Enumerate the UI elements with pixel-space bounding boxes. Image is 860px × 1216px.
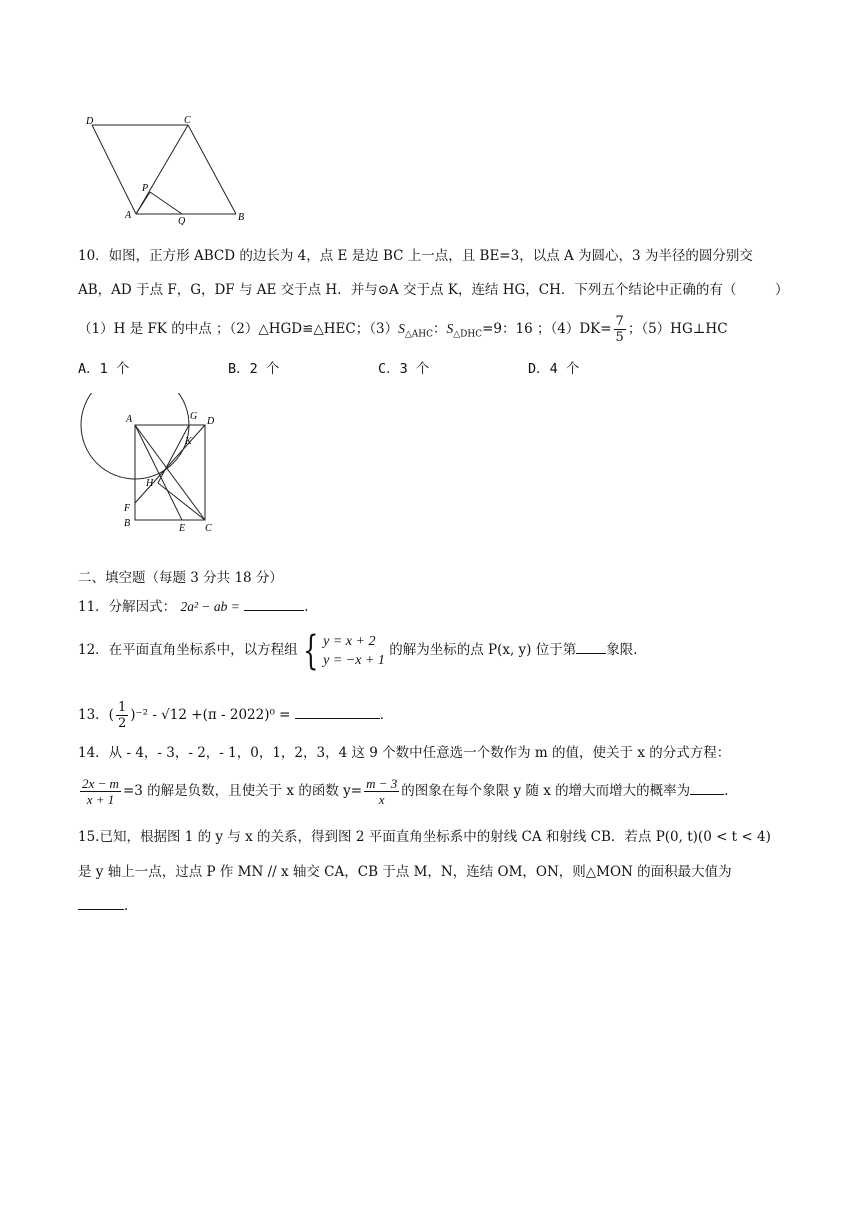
system-brace-icon: { (302, 627, 319, 674)
q15-line1: 15.已知，根据图 1 的 y 与 x 的关系，得到图 2 平面直角坐标系中的射线 CA 和射线 CB．若点 P(0, t)(0 < t < 4) (78, 829, 771, 845)
q14-frac2 (364, 776, 399, 807)
figure-square-circle (78, 393, 228, 538)
q15-line3 (78, 896, 128, 916)
q10-line2-text: AB，AD 于点 F，G，DF 与 AE 交于点 H．并与⊙A 交于点 K，连结 HG，CH．下列五个结论中正确的有（ (78, 282, 737, 298)
q14-middle1: =3 的解是负数，且使关于 x 的函数 y= (122, 783, 363, 799)
q11-suffix: ． (304, 599, 318, 615)
q10-line2 (78, 280, 789, 300)
q15-suffix: . (124, 898, 129, 914)
q14-frac2-num: m − 3 (366, 776, 398, 791)
label-K: K (185, 436, 192, 447)
q10-option-d: D．4 个 (528, 361, 580, 377)
q12-eq1: y = x + 2 (323, 633, 376, 649)
label-G: G (190, 411, 198, 422)
q12-blank (576, 641, 606, 654)
q12-eq2: y = −x + 1 (323, 652, 385, 668)
q10-line1: 10．如图，正方形 ABCD 的边长为 4，点 E 是边 BC 上一点，且 BE=3，以点 A 为圆心，3 为半径的圆分别交 (78, 248, 753, 264)
q13-frac-den: 2 (117, 716, 127, 731)
q11-prefix: 11．分解因式： (78, 599, 177, 615)
label-Q: Q (178, 216, 186, 225)
q10-option-b: B．2 个 (228, 361, 280, 377)
q10-s-abh-sub: △AHC (404, 329, 433, 340)
q10-s-dhc: S (446, 321, 454, 336)
q10-frac-den: 5 (615, 330, 624, 345)
label-H: H (146, 478, 154, 489)
label-D2: D (207, 416, 215, 427)
q10-paren-close: ） (775, 282, 789, 298)
q12-suffix: 象限. (606, 642, 638, 658)
figure-rhombus (78, 110, 258, 225)
q15-blank (78, 897, 124, 910)
q13-frac-half (116, 700, 128, 731)
q15-line2: 是 y 轴上一点，过点 P 作 MN // x 轴交 CA，CB 于点 M，N，连结 OM，ON，则△MON 的面积最大值为 (78, 864, 732, 880)
q12 (78, 626, 638, 674)
q10-frac-7-5 (614, 314, 626, 345)
label-B: B (238, 212, 245, 223)
label-A2: A (126, 414, 133, 425)
label-C: C (184, 115, 191, 126)
q13 (78, 697, 393, 733)
q14-blank (690, 782, 724, 795)
q14-line1: 14．从 - 4，- 3，- 2，- 1，0，1，2，3，4 这 9 个数中任意选一个数作为 m 的值，使关于 x 的分式方程： (78, 745, 731, 761)
q11-blank (244, 598, 304, 611)
label-C2: C (205, 523, 212, 534)
q14-frac1-num: 2x − m (82, 776, 119, 791)
label-B2: B (124, 518, 131, 529)
q10-ratio: =9：16 ；（4）DK= (482, 321, 612, 337)
q10-s5: ；（5）HG⊥HC (627, 321, 728, 337)
q14-frac1 (80, 776, 121, 807)
q10-s-dhc-sub: △DHC (453, 329, 483, 340)
q10-frac-num: 7 (615, 314, 624, 329)
q11-expr: 2a² − ab = (180, 599, 240, 614)
q12-prefix: 12．在平面直角坐标系中，以方程组 (78, 642, 298, 658)
label-A: A (125, 210, 132, 221)
q13-prefix: 13．( (78, 707, 114, 723)
label-F: F (124, 503, 131, 514)
label-P: P (142, 183, 149, 194)
q10-s1: （1）H 是 FK 的中点 ；（2）△HGD≌△HEC；（3） (78, 321, 399, 337)
q13-suffix: ． (379, 707, 394, 723)
q14-frac1-den: x + 1 (86, 792, 115, 807)
label-E: E (179, 523, 186, 534)
q13-expr: )⁻² - √12 +(π - 2022)⁰ = (130, 707, 291, 723)
q13-blank (295, 706, 380, 719)
q10-s-abh: S (398, 321, 405, 336)
section2-title: 二、填空题（每题 3 分共 18 分） (78, 570, 283, 586)
q12-system (323, 632, 385, 670)
q14-frac2-den: x (378, 792, 385, 807)
q11 (78, 597, 318, 617)
q14-suffix: . (724, 783, 729, 799)
q13-frac-num: 1 (117, 700, 127, 715)
q14-middle2: 的图象在每个象限 y 随 x 的增大而增大的概率为 (401, 783, 691, 799)
q14-line2 (78, 772, 728, 810)
q10-colon: ： (432, 321, 447, 337)
q10-statements (78, 312, 728, 352)
q10-option-c: C．3 个 (378, 361, 430, 377)
q10-option-a: A．1 个 (78, 361, 130, 377)
label-D: D (86, 116, 94, 127)
q12-middle: 的解为坐标的点 P(x, y) 位于第 (389, 642, 577, 658)
